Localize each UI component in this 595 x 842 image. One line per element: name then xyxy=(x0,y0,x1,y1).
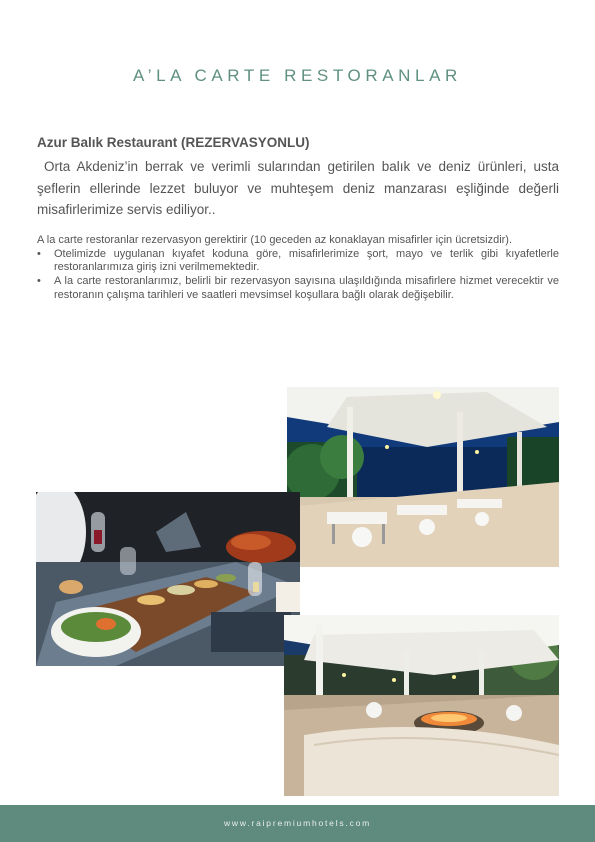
page-title: A’LA CARTE RESTORANLAR xyxy=(133,66,462,85)
terrace-firepit-photo xyxy=(284,615,559,796)
terrace-night-photo xyxy=(287,387,559,567)
reservation-notes xyxy=(37,234,559,303)
list-item xyxy=(37,275,559,302)
restaurant-name: Azur Balık Restaurant (REZERVASYONLU) xyxy=(37,135,310,150)
website-link[interactable]: www.raipremiumhotels.com xyxy=(223,818,372,828)
list-item xyxy=(37,248,559,275)
seafood-table-photo xyxy=(36,492,300,666)
bullet-icon: • xyxy=(37,275,41,288)
bullet-icon: • xyxy=(37,247,41,260)
footer-bar xyxy=(0,805,595,842)
note-text: Otelimizde uygulanan kıyafet koduna göre, misafirlerimize şort, mayo ve terlik gibi kıyafetlerle restoranlarımıza giriş izni verilmemektedir. xyxy=(54,247,559,274)
reservation-intro: A la carte restoranlar rezervasyon gerektirir (10 geceden az konaklayan misafirler için ücretsizdir). xyxy=(37,234,513,246)
note-text: A la carte restoranlarımız, belirli bir rezervasyon sayısına ulaşıldığında misafirlere hizmet verecektir ve restoranın çalışma tarihleri ve saatleri mevsimsel koşullara bağlı olarak değişebilir. xyxy=(54,275,559,301)
notes-list xyxy=(37,248,559,303)
restaurant-description: Orta Akdeniz’in berrak ve verimli sularından getirilen balık ve deniz ürünleri, usta şeflerin ellerinde lezzet buluyor ve muhteşem deniz manzarası eşliğinde değerli misafirlerimize servis ediliyor.. xyxy=(37,159,559,217)
